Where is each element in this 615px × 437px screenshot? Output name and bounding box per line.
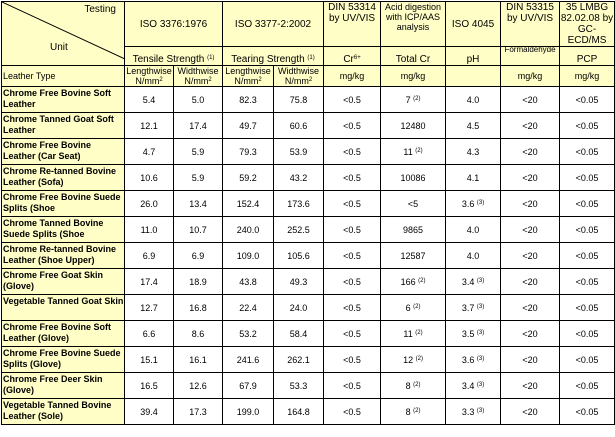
leather-type-cell (2, 87, 125, 113)
total-cr-value: 12 (403, 354, 414, 365)
total-cr-value: 6 (405, 302, 411, 313)
tensile-widthwise-cell: 5.9 (174, 165, 223, 191)
total-cr-cell (381, 347, 446, 373)
total-cr-note: (2) (415, 355, 423, 362)
leather-type-cell (2, 373, 125, 399)
pcp-cell: <0.05 (560, 87, 615, 113)
cr6-cell: <0.5 (324, 113, 381, 139)
tearing-widthwise-cell: 262.1 (274, 347, 324, 373)
ph-cell (446, 217, 501, 243)
ph-note: (3) (476, 277, 485, 284)
tensile-lengthwise-cell: 12.1 (125, 113, 174, 139)
total-cr-cell (381, 269, 446, 295)
ph-value: 3.4 (461, 276, 475, 287)
cr6-cell: <0.5 (324, 321, 381, 347)
ph-cell (446, 347, 501, 373)
ph-cell (446, 191, 501, 217)
ph-cell (446, 295, 501, 321)
total-cr-note: (2) (413, 95, 421, 102)
formaldehyde-cell: <20 (501, 87, 560, 113)
leather-type-cell (2, 139, 125, 165)
tearing-strength-header (223, 47, 324, 66)
tensile-strength-header (125, 47, 223, 66)
total-cr-unit: mg/kg (381, 66, 446, 87)
total-cr-cell (381, 87, 446, 113)
tearing-widthwise-cell: 60.6 (274, 113, 324, 139)
leather-type-name: Chrome Re-tanned Bovine Leather (Sofa) (3, 165, 117, 187)
total-cr-value: 7 (405, 94, 411, 105)
total-cr-cell (381, 321, 446, 347)
total-cr-cell (381, 399, 446, 425)
total-cr-cell (381, 217, 446, 243)
table-body (2, 87, 615, 425)
formaldehyde-cell: <20 (501, 347, 560, 373)
ph-cell (446, 399, 501, 425)
tearing-lengthwise-cell: 240.0 (223, 217, 274, 243)
formaldehyde-label: Formaldehyde (504, 46, 556, 54)
widthwise-label: Widthwise (177, 66, 219, 76)
tearing-lengthwise-label: Lengthwise (225, 66, 271, 76)
ph-note: (3) (476, 381, 485, 388)
total-cr-value: 166 (400, 276, 416, 287)
table-row (2, 347, 615, 373)
total-cr-value: 10086 (400, 172, 426, 183)
iso3377-header: ISO 3377-2:2002 (223, 2, 324, 47)
formaldehyde-cell: <20 (501, 399, 560, 425)
tearing-widthwise-cell: 49.3 (274, 269, 324, 295)
pcp-cell: <0.05 (560, 347, 615, 373)
table-row (2, 191, 615, 217)
formaldehyde-cell: <20 (501, 373, 560, 399)
tensile-lengthwise-cell: 17.4 (125, 269, 174, 295)
tearing-lengthwise-cell: 53.2 (223, 321, 274, 347)
formaldehyde-cell: <20 (501, 243, 560, 269)
total-cr-value: 11 (403, 328, 413, 339)
tensile-lengthwise-cell: 12.7 (125, 295, 174, 321)
total-cr-value: 8 (405, 380, 411, 391)
tensile-widthwise-cell: 17.4 (174, 113, 223, 139)
ph-header: pH (446, 47, 501, 66)
pcp-cell: <0.05 (560, 321, 615, 347)
leather-type-header: Leather Type (2, 66, 125, 87)
table-row (2, 113, 615, 139)
total-cr-cell (381, 165, 446, 191)
ph-cell (446, 243, 501, 269)
total-cr-note: (2) (413, 381, 421, 388)
table-row (2, 373, 615, 399)
tensile-widthwise-cell: 5.0 (174, 87, 223, 113)
ph-note: (3) (476, 407, 485, 414)
total-cr-cell (381, 295, 446, 321)
tensile-lengthwise-cell: 39.4 (125, 399, 174, 425)
leather-type-cell (2, 269, 125, 295)
total-cr-value: <5 (407, 198, 419, 209)
cr6-sup: 6+ (353, 55, 361, 61)
tearing-widthwise-cell: 252.5 (274, 217, 324, 243)
total-cr-value: 12587 (400, 250, 426, 261)
leather-type-name: Chrome Re-tanned Bovine Leather (Shoe Upper) (3, 243, 117, 265)
testing-label: Testing (84, 4, 116, 15)
table-row (2, 87, 615, 113)
tearing-widthwise-cell: 43.2 (274, 165, 324, 191)
formaldehyde-cell: <20 (501, 113, 560, 139)
formaldehyde-cell: <20 (501, 191, 560, 217)
cr6-cell: <0.5 (324, 191, 381, 217)
pcp-cell: <0.05 (560, 139, 615, 165)
ph-value: 3.7 (461, 302, 475, 313)
leather-type-name: Chrome Free Bovine Suede Splits (Shoe (3, 191, 121, 213)
ph-value: 3.4 (461, 380, 475, 391)
leather-type-name: Vegetable Tanned Bovine Leather (Sole) (3, 399, 112, 421)
tearing-lengthwise-cell: 152.4 (223, 191, 274, 217)
leather-type-cell (2, 165, 125, 191)
total-cr-value: 12480 (400, 120, 426, 131)
tearing-lengthwise-cell: 241.6 (223, 347, 274, 373)
ph-value: 3.6 (461, 198, 475, 209)
table-row (2, 165, 615, 191)
tearing-widthwise-cell: 53.3 (274, 373, 324, 399)
tensile-widthwise-cell: 17.3 (174, 399, 223, 425)
tensile-widthwise-cell: 13.4 (174, 191, 223, 217)
total-cr-note: (2) (415, 147, 423, 154)
header-row-3 (2, 66, 615, 87)
ph-value: 3.5 (461, 328, 475, 339)
tensile-lengthwise-cell: 6.9 (125, 243, 174, 269)
ph-cell (446, 269, 501, 295)
pcp-cell: <0.05 (560, 113, 615, 139)
table-row (2, 243, 615, 269)
total-cr-note: (2) (415, 329, 423, 336)
tearing-widthwise-cell: 24.0 (274, 295, 324, 321)
tearing-lengthwise-unit (223, 66, 274, 87)
formaldehyde-cell: <20 (501, 165, 560, 191)
table-row (2, 217, 615, 243)
leather-type-cell (2, 321, 125, 347)
tensile-lengthwise-cell: 26.0 (125, 191, 174, 217)
ph-value: 4.0 (466, 250, 480, 261)
ph-value: 4.3 (466, 146, 480, 157)
tearing-widthwise-cell: 53.9 (274, 139, 324, 165)
total-cr-note: (2) (413, 303, 421, 310)
widthwise-unit (174, 66, 223, 87)
ph-value: 3.3 (461, 406, 475, 417)
cr6-cell: <0.5 (324, 87, 381, 113)
tensile-lengthwise-cell: 6.6 (125, 321, 174, 347)
total-cr-cell (381, 243, 446, 269)
cr6-cell: <0.5 (324, 139, 381, 165)
pcp-cell: <0.05 (560, 191, 615, 217)
lengthwise-unit (125, 66, 174, 87)
tearing-lengthwise-unit-label: N/mm (234, 76, 259, 86)
formaldehyde-cell: <20 (501, 269, 560, 295)
ph-note: (3) (476, 303, 485, 310)
tearing-lengthwise-cell: 67.9 (223, 373, 274, 399)
tearing-lengthwise-cell: 82.3 (223, 87, 274, 113)
corner-header-cell (2, 2, 125, 66)
tensile-lengthwise-cell: 15.1 (125, 347, 174, 373)
tearing-widthwise-cell: 105.6 (274, 243, 324, 269)
leather-type-name: Chrome Free Bovine Leather (Car Seat) (3, 139, 92, 161)
tearing-widthwise-cell: 164.8 (274, 399, 324, 425)
leather-type-name: Chrome Tanned Bovine Suede Splits (Shoe (3, 217, 104, 239)
tearing-lengthwise-cell: 109.0 (223, 243, 274, 269)
iso4045-header: ISO 4045 (446, 2, 501, 47)
pcp-cell: <0.05 (560, 399, 615, 425)
pcp-cell: <0.05 (560, 295, 615, 321)
cr6-unit: mg/kg (324, 66, 381, 87)
tearing-widthwise-cell: 58.4 (274, 321, 324, 347)
tearing-widthwise-cell: 173.6 (274, 191, 324, 217)
cr6-cell: <0.5 (324, 217, 381, 243)
leather-type-cell (2, 399, 125, 425)
tearing-widthwise-label: Widthwise (278, 66, 320, 76)
iso3376-header: ISO 3376:1976 (125, 2, 223, 47)
total-cr-note: (2) (413, 407, 421, 414)
pcp-cell: <0.05 (560, 165, 615, 191)
header-row-1 (2, 2, 615, 47)
leather-type-name: Chrome Tanned Goat Soft Leather (3, 113, 114, 135)
tearing-lengthwise-cell: 59.2 (223, 165, 274, 191)
formaldehyde-cell: <20 (501, 217, 560, 243)
tearing-lengthwise-cell: 49.7 (223, 113, 274, 139)
total-cr-value: 11 (403, 146, 413, 157)
ph-note: (3) (476, 199, 485, 206)
table-row (2, 139, 615, 165)
leather-test-table (1, 1, 615, 425)
pcp-cell: <0.05 (560, 373, 615, 399)
tearing-widthwise-unit-label: N/mm (284, 76, 309, 86)
tearing-lengthwise-cell: 79.3 (223, 139, 274, 165)
leather-type-cell (2, 243, 125, 269)
table-row (2, 295, 615, 321)
leather-type-cell (2, 347, 125, 373)
tensile-widthwise-cell: 16.8 (174, 295, 223, 321)
tensile-lengthwise-cell: 10.6 (125, 165, 174, 191)
ph-value: 4.1 (466, 172, 480, 183)
ph-cell (446, 87, 501, 113)
widthwise-unit-label: N/mm (184, 76, 209, 86)
tearing-lengthwise-cell: 199.0 (223, 399, 274, 425)
din53315-header: DIN 53315 by UV/VIS (501, 2, 560, 47)
total-cr-value: 9865 (403, 224, 424, 235)
leather-type-name: Chrome Free Deer Skin (Glove) (3, 373, 103, 395)
ph-cell (446, 373, 501, 399)
table-row (2, 269, 615, 295)
cr6-cell: <0.5 (324, 373, 381, 399)
tensile-note: (1) (207, 55, 215, 61)
total-cr-value: 8 (405, 406, 411, 417)
ph-value: 4.0 (466, 94, 480, 105)
leather-type-cell (2, 217, 125, 243)
tensile-label: Tensile Strength (132, 54, 205, 65)
lengthwise-unit-label: N/mm (135, 76, 160, 86)
leather-type-cell (2, 113, 125, 139)
pcp-unit: mg/kg (560, 66, 615, 87)
ph-value: 3.6 (461, 354, 475, 365)
pcp-cell: <0.05 (560, 243, 615, 269)
formaldehyde-cell: <20 (501, 295, 560, 321)
lmbg-header: 35 LMBG 82.02.08 by GC-ECD/MS (560, 2, 614, 46)
cr6-cell: <0.5 (324, 295, 381, 321)
ph-value: 4.0 (466, 224, 480, 235)
tensile-widthwise-cell: 8.6 (174, 321, 223, 347)
total-cr-header: Total Cr (381, 47, 446, 66)
tensile-widthwise-cell: 10.7 (174, 217, 223, 243)
lengthwise-unit-sup: 2 (159, 77, 163, 83)
leather-type-name: Chrome Free Goat Skin (Glove) (3, 269, 104, 291)
ph-cell (446, 321, 501, 347)
tensile-widthwise-cell: 12.6 (174, 373, 223, 399)
tearing-note: (1) (307, 55, 315, 61)
ph-note: (3) (476, 355, 485, 362)
cr6-cell: <0.5 (324, 269, 381, 295)
leather-type-cell (2, 295, 125, 321)
leather-type-name: Vegetable Tanned Goat Skin (3, 295, 124, 306)
ph-unit (446, 66, 501, 87)
ph-cell (446, 139, 501, 165)
tensile-lengthwise-cell: 16.5 (125, 373, 174, 399)
total-cr-cell (381, 373, 446, 399)
tearing-label: Tearing Strength (231, 54, 305, 65)
tensile-lengthwise-cell: 11.0 (125, 217, 174, 243)
total-cr-cell (381, 139, 446, 165)
cr6-cell: <0.5 (324, 243, 381, 269)
cr6-cell: <0.5 (324, 347, 381, 373)
tearing-widthwise-unit-sup: 2 (308, 77, 313, 83)
tensile-widthwise-cell: 6.9 (174, 243, 223, 269)
leather-type-cell (2, 191, 125, 217)
table-row (2, 399, 615, 425)
ph-note: (3) (476, 329, 485, 336)
tensile-widthwise-cell: 5.9 (174, 139, 223, 165)
leather-type-name: Chrome Free Bovine Soft Leather (3, 87, 112, 109)
formaldehyde-cell: <20 (501, 321, 560, 347)
cr6-label: Cr (343, 54, 354, 65)
leather-type-name: Chrome Free Bovine Suede Splits (Glove) (3, 347, 121, 369)
ph-cell (446, 165, 501, 191)
cr6-cell: <0.5 (324, 399, 381, 425)
tearing-lengthwise-cell: 43.8 (223, 269, 274, 295)
total-cr-cell (381, 191, 446, 217)
cr6-cell: <0.5 (324, 165, 381, 191)
total-cr-note: (2) (418, 277, 426, 284)
formaldehyde-cell: <20 (501, 139, 560, 165)
leather-type-name: Chrome Free Bovine Soft Leather (Glove) (3, 321, 112, 343)
total-cr-cell (381, 113, 446, 139)
tensile-lengthwise-cell: 5.4 (125, 87, 174, 113)
tearing-lengthwise-unit-sup: 2 (258, 77, 262, 83)
tearing-widthwise-cell: 75.8 (274, 87, 324, 113)
widthwise-unit-sup: 2 (208, 77, 212, 83)
din53314-header: DIN 53314 by UV/VIS (324, 2, 381, 47)
tearing-widthwise-unit (274, 66, 324, 87)
ph-cell (446, 113, 501, 139)
pcp-cell: <0.05 (560, 217, 615, 243)
tearing-lengthwise-cell: 22.4 (223, 295, 274, 321)
pcp-header: PCP (560, 47, 615, 66)
pcp-cell: <0.05 (560, 269, 615, 295)
table-row (2, 321, 615, 347)
tensile-lengthwise-cell: 4.7 (125, 139, 174, 165)
tensile-widthwise-cell: 18.9 (174, 269, 223, 295)
ph-value: 4.5 (466, 120, 480, 131)
acid-digestion-header: Acid digestion with ICP/AAS analysis (381, 2, 446, 47)
tensile-widthwise-cell: 16.1 (174, 347, 223, 373)
lengthwise-label: Lengthwise (126, 66, 172, 76)
formaldehyde-unit: mg/kg (501, 66, 560, 87)
formaldehyde-header (501, 47, 560, 66)
cr6-header (324, 47, 381, 66)
unit-label: Unit (50, 42, 68, 53)
